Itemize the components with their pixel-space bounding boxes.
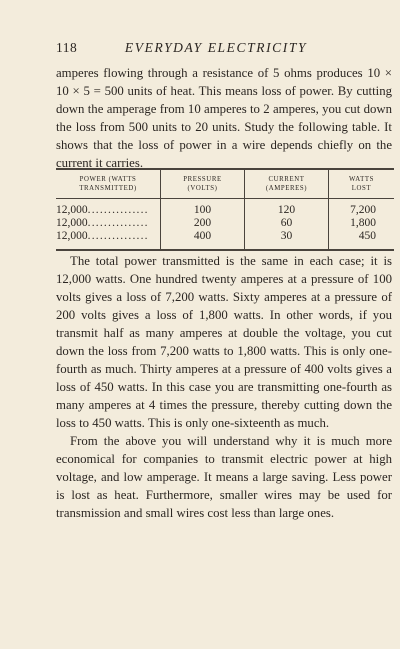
table-cell: 120 xyxy=(277,204,296,216)
table-cell: 450 xyxy=(358,230,376,242)
header-current: CURRENT (AMPERES) xyxy=(244,170,328,198)
column-watts-lost xyxy=(328,199,394,249)
table-cell: 60 xyxy=(280,217,293,229)
header-power: POWER (WATTS TRANSMITTED) xyxy=(79,176,137,192)
table-body xyxy=(56,199,394,249)
intro-text xyxy=(56,64,392,172)
power-loss-table xyxy=(56,168,394,251)
intro-paragraph: amperes flowing through a resistance of 5 ohms produces 10 × 10 × 5 = 500 units of heat. This means loss of power. By cutting down the amperage from 10 amperes to 2 amperes, you cut down the loss from 500 units to 20 units. Study the following table. It shows that the loss of power in a wire depends chiefly on the current it carries. xyxy=(56,66,392,170)
table-cell: 200 xyxy=(193,217,212,229)
table-cell: 12,000............... xyxy=(56,217,149,229)
table-cell: 400 xyxy=(193,230,212,242)
column-power xyxy=(56,199,160,249)
body-text xyxy=(56,252,392,522)
table-cell: 7,200 xyxy=(350,204,376,216)
header-watts-lost: WATTS LOST xyxy=(328,170,394,198)
page-number: 118 xyxy=(56,40,78,55)
page-header xyxy=(56,40,356,56)
table-header xyxy=(56,170,394,199)
table-cell: 1,800 xyxy=(350,217,376,229)
column-current xyxy=(244,199,328,249)
table-cell: 100 xyxy=(193,204,212,216)
table-cell: 12,000............... xyxy=(56,230,149,242)
column-pressure xyxy=(160,199,244,249)
paragraph: From the above you will understand why it is much more economical for companies to transmit electric power at high voltage, and low amperage. It means a large saving. Less power is lost as heat. Furthermore, smaller wires may be used for transmission and small wires cost less than large ones. xyxy=(56,434,392,520)
table-cell: 30 xyxy=(280,230,293,242)
header-pressure: PRESSURE (VOLTS) xyxy=(160,170,244,198)
paragraph: The total power transmitted is the same in each case; it is 12,000 watts. One hundred twenty amperes at a pressure of 100 volts gives a loss of 7,200 watts. Sixty amperes at a pressure of 200 volts gives a loss of 1,800 watts. In other words, if you transmit half as many amperes at double the voltage, you cut down the loss from 7,200 watts to 1,800 watts. This is only one-fourth as much. Thirty amperes at a pressure of 400 volts gives a loss of 450 watts. In this case you are transmitting one-fourth as many amperes at 4 times the pressure, thereby cutting down the loss to 450 watts. This is only one-sixteenth as much. xyxy=(56,254,392,430)
running-title: EVERYDAY ELECTRICITY xyxy=(124,40,308,55)
table-cell: 12,000............... xyxy=(56,204,149,216)
